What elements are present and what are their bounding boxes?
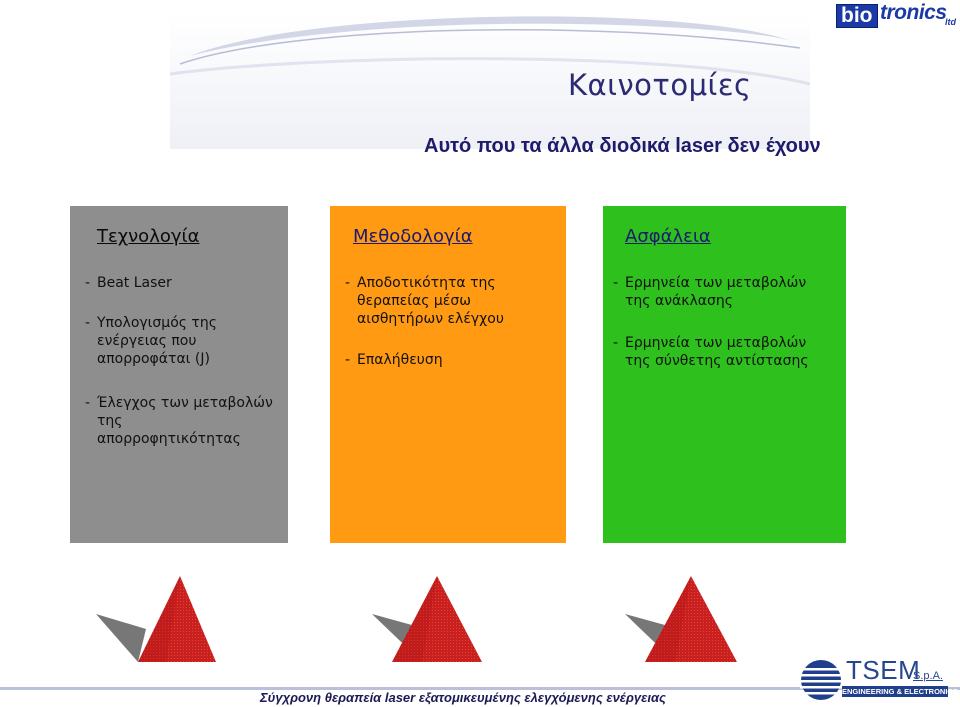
safety-title: Ασφάλεια [625, 226, 711, 247]
tsem-suffix: S.p.A. [913, 670, 943, 682]
tsem-globe-icon [800, 659, 842, 701]
safety-box: Ασφάλεια - Ερμηνεία των μεταβολών της ανάκλασης - Ερμηνεία των μεταβολών της σύνθετης αντίστασης [603, 206, 846, 543]
biotronics-logo-ltd: ltd [945, 17, 956, 27]
biotronics-logo-tronics: tronics [880, 1, 947, 24]
page-title: Καινοτομίες [568, 68, 752, 102]
triangle-methodology [372, 574, 502, 664]
triangle-safety [625, 574, 755, 664]
page-subtitle: Αυτό που τα άλλα διοδικά laser δεν έχουν [424, 135, 821, 157]
methodology-box: Μεθοδολογία - Αποδοτικότητα της θεραπείας μέσω αισθητήρων ελέγχου - Επαλήθευση [330, 206, 566, 543]
triangle-technology [96, 574, 216, 664]
technology-title: Τεχνολογία [97, 226, 200, 247]
methodology-title: Μεθοδολογία [353, 226, 473, 247]
header-banner [170, 14, 821, 157]
biotronics-logo-bio: bio [836, 4, 878, 28]
tsem-brand: TSEM [846, 655, 921, 685]
technology-box: Τεχνολογία - Beat Laser - Υπολογισμός της ενέργειας που απορροφάται (J) - Έλεγχος των μεταβολών της απορροφητικότητας [70, 206, 288, 543]
tsem-tagline: ENGINEERING & ELECTRONICS [842, 687, 958, 696]
footer-tagline: Σύγχρονη θεραπεία laser εξατομικευμένης ελεγχόμενης ενέργειας [260, 690, 666, 705]
